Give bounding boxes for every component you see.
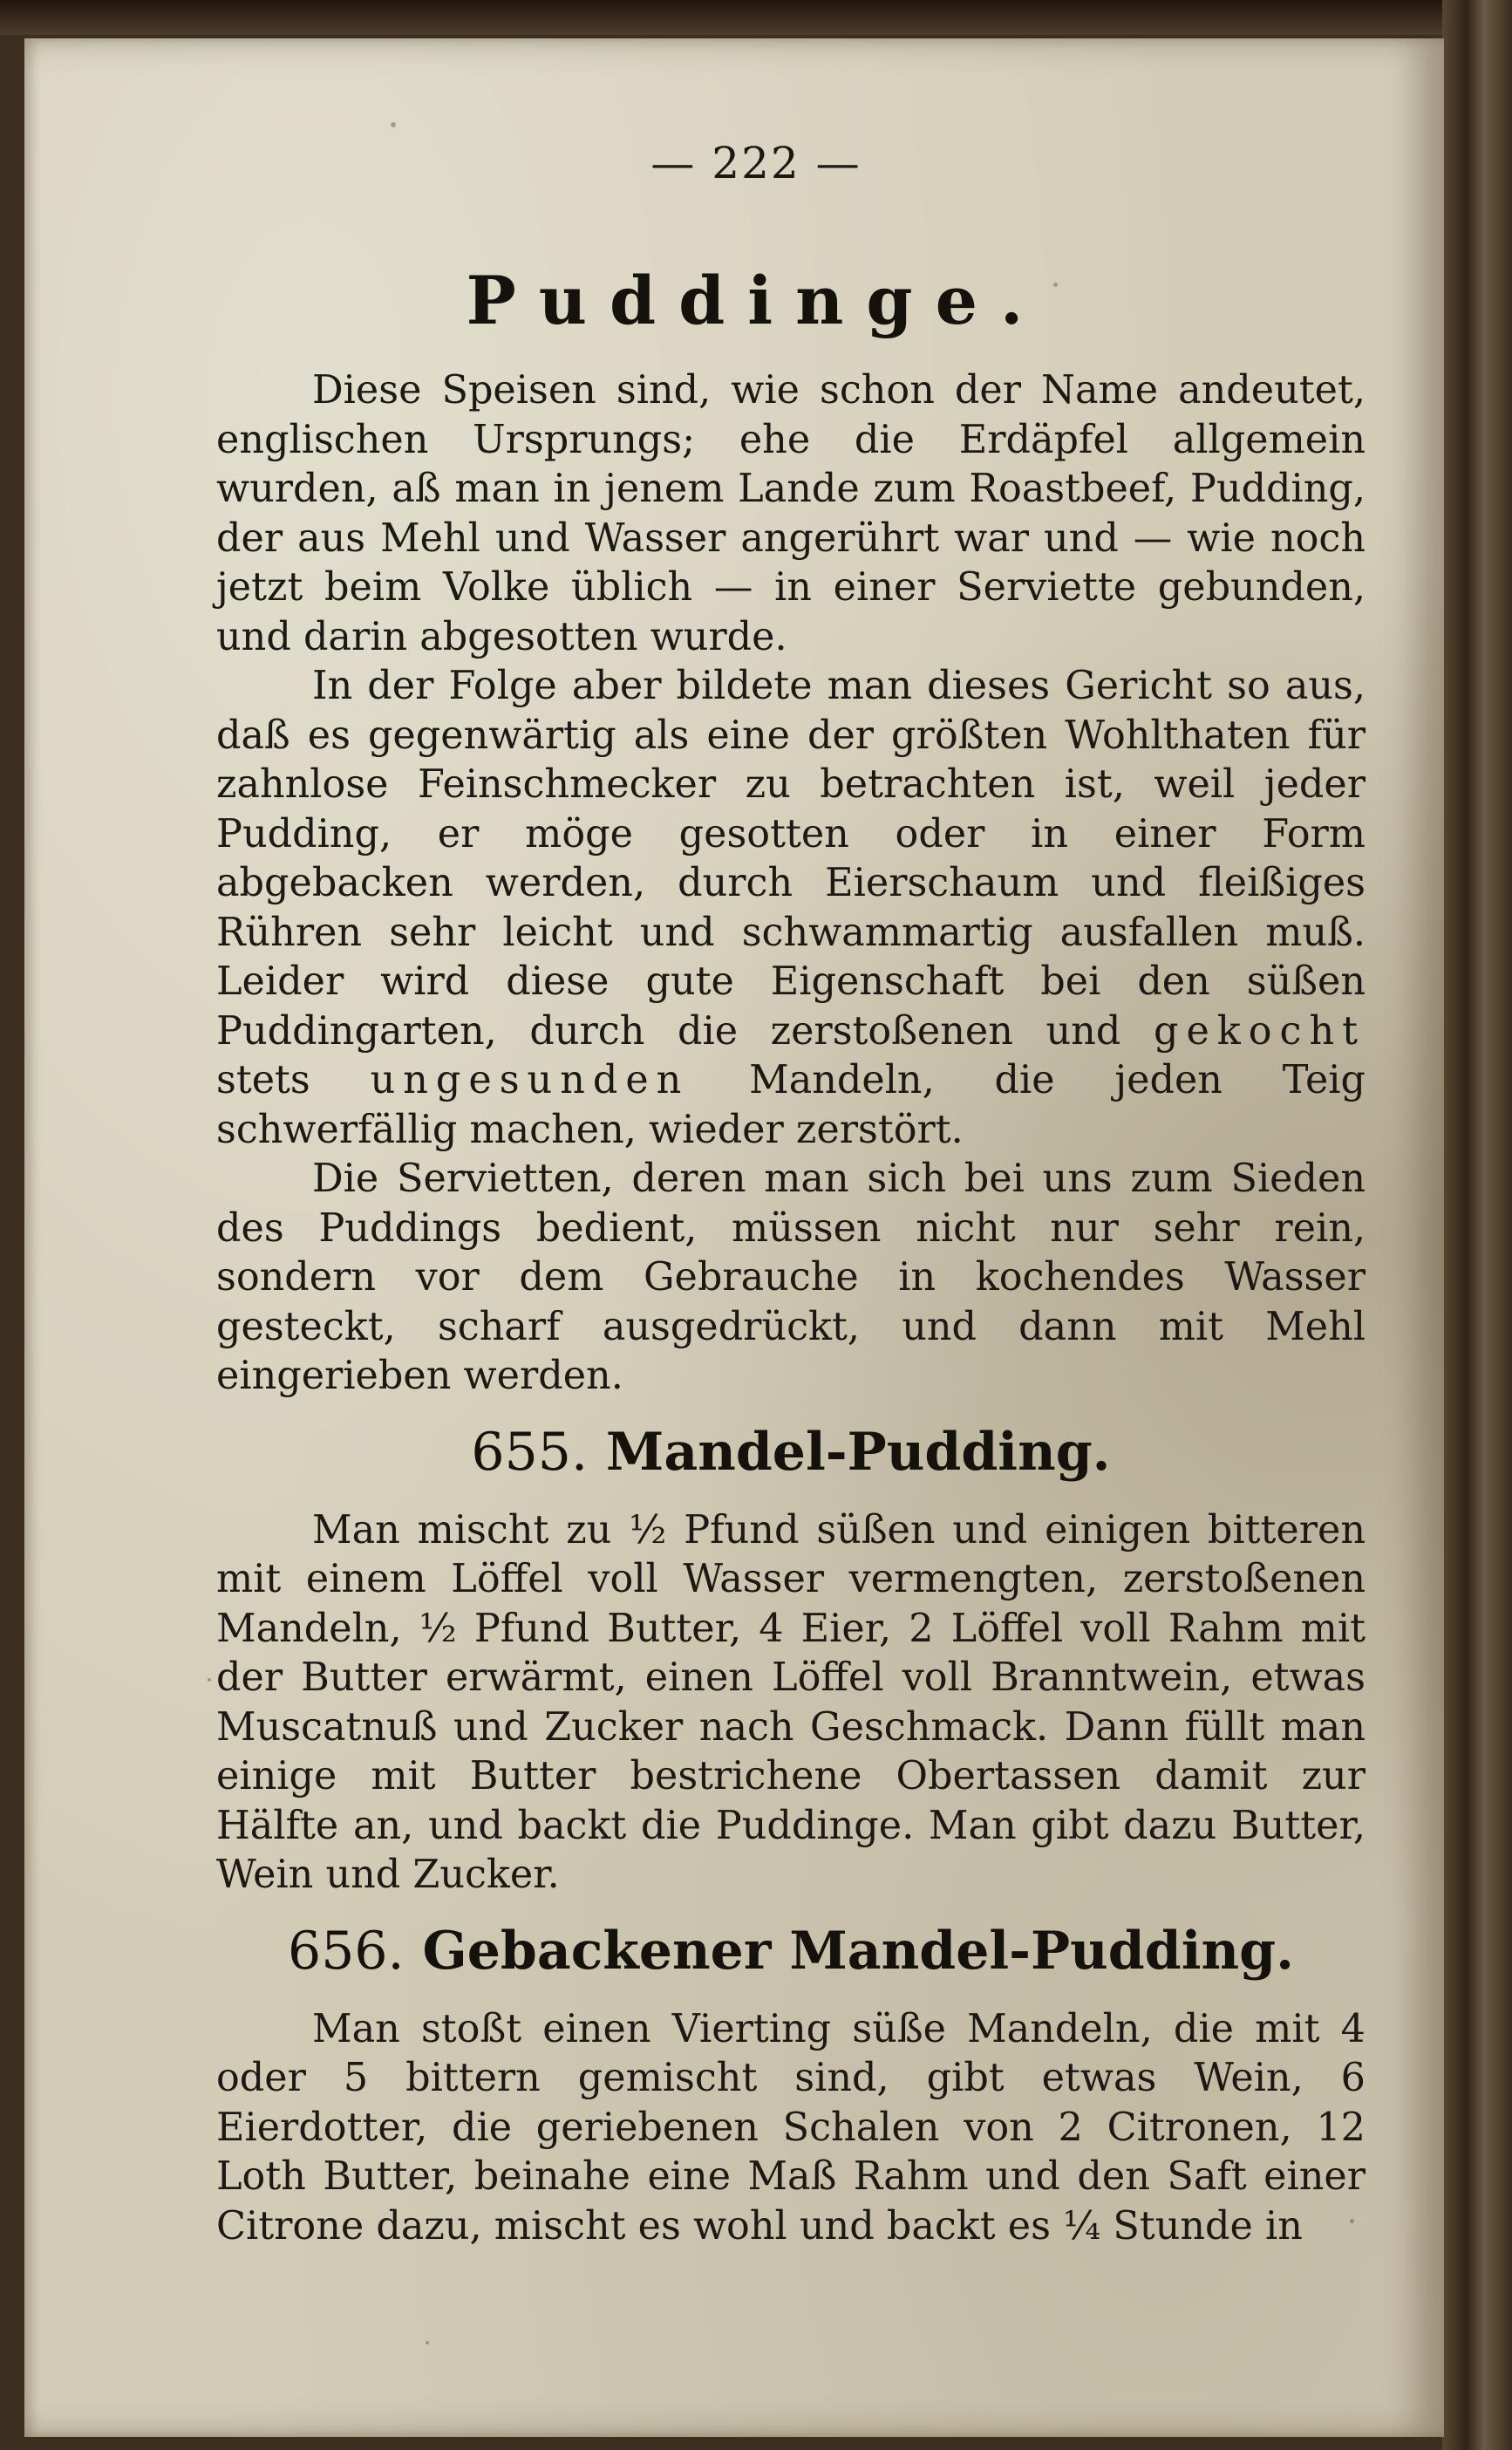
recipe-name: Gebackener Mandel-Pudding.: [422, 1920, 1294, 1982]
recipe-name: Mandel-Pudding.: [605, 1421, 1111, 1483]
recipe-title-656: [216, 1920, 1366, 1983]
recipe-number: 656.: [288, 1920, 405, 1982]
recipe-text-656: Man stoßt einen Vierting süße Mandeln, die mit 4 oder 5 bittern gemischt sind, gibt etwas Wein, 6 Eierdotter, die geriebenen Schalen von 2 Citronen, 12 Loth Butter, beinahe eine Maß Rahm und den Saft einer Citrone dazu, mischt es wohl und backt es ¼ Stunde in: [216, 2006, 1366, 2249]
intro-paragraph-3: Die Servietten, deren man sich bei uns zum Sieden des Puddings bedient, müssen nicht nur sehr rein, sondern vor dem Gebrauche in kochendes Wasser gesteckt, scharf ausgedrückt, und dann mit Mehl eingerieben werden.: [216, 1157, 1366, 1398]
book-right-edge: [1442, 0, 1512, 2450]
section-heading: Puddinge.: [466, 262, 1046, 339]
emphasis-gekocht: gekocht: [1153, 1008, 1366, 1054]
page-number: — 222 —: [650, 138, 862, 188]
intro-paragraph-2-text-b: stets: [216, 1058, 310, 1102]
recipe-number: 655.: [471, 1421, 589, 1483]
intro-paragraph-2: [216, 662, 1366, 1155]
recipe-text-655: Man mischt zu ½ Pfund süßen und einigen bitteren mit einem Löffel voll Wasser vermengten, zerstoßenen Mandeln, ½ Pfund Butter, 4 Eier, 2 Löffel voll Rahm mit der Butter erwärmt, einen Löffel voll Branntwein, etwas Muscatnuß und Zucker nach Geschmack. Dann füllt man einige mit Butter bestrichene Obertassen damit zur Hälfte an, und backt die Puddinge. Man gibt dazu Butter, Wein und Zucker.: [216, 1507, 1366, 1897]
intro-paragraph-2-text-c: Mandeln, die jeden Teig schwerfällig machen, wieder zerstört.: [216, 1058, 1366, 1152]
paper-speck: [426, 2341, 429, 2344]
page-body: [216, 366, 1366, 2251]
paper-speck: [208, 1678, 211, 1682]
intro-paragraph-2-text-a: In der Folge aber bildete man dieses Gericht so aus, daß es gegenwärtig als eine der größten Wohlthaten für zahnlose Feinschmecker zu betrachten ist, weil jeder Pudding, er möge gesotten oder in einer Form abgebacken werden, durch Eierschaum und fleißiges Rühren sehr leicht und schwammartig ausfallen muß. Leider wird diese gute Eigenschaft bei den süßen Puddingarten, durch die zerstoßenen und: [216, 664, 1366, 1054]
book-top-edge: [0, 0, 1512, 35]
intro-paragraph-1: Diese Speisen sind, wie schon der Name andeutet, englischen Ursprungs; ehe die Erdäpfel allgemein wurden, aß man in jenem Lande zum Roastbeef, Pudding, der aus Mehl und Wasser angerührt war und — wie noch jetzt beim Volke üblich — in einer Serviette gebunden, und darin abgesotten wurde.: [216, 368, 1366, 659]
recipe-title-655: [216, 1421, 1366, 1484]
paper-speck: [391, 122, 396, 127]
emphasis-ungesunden: ungesunden: [370, 1058, 690, 1102]
